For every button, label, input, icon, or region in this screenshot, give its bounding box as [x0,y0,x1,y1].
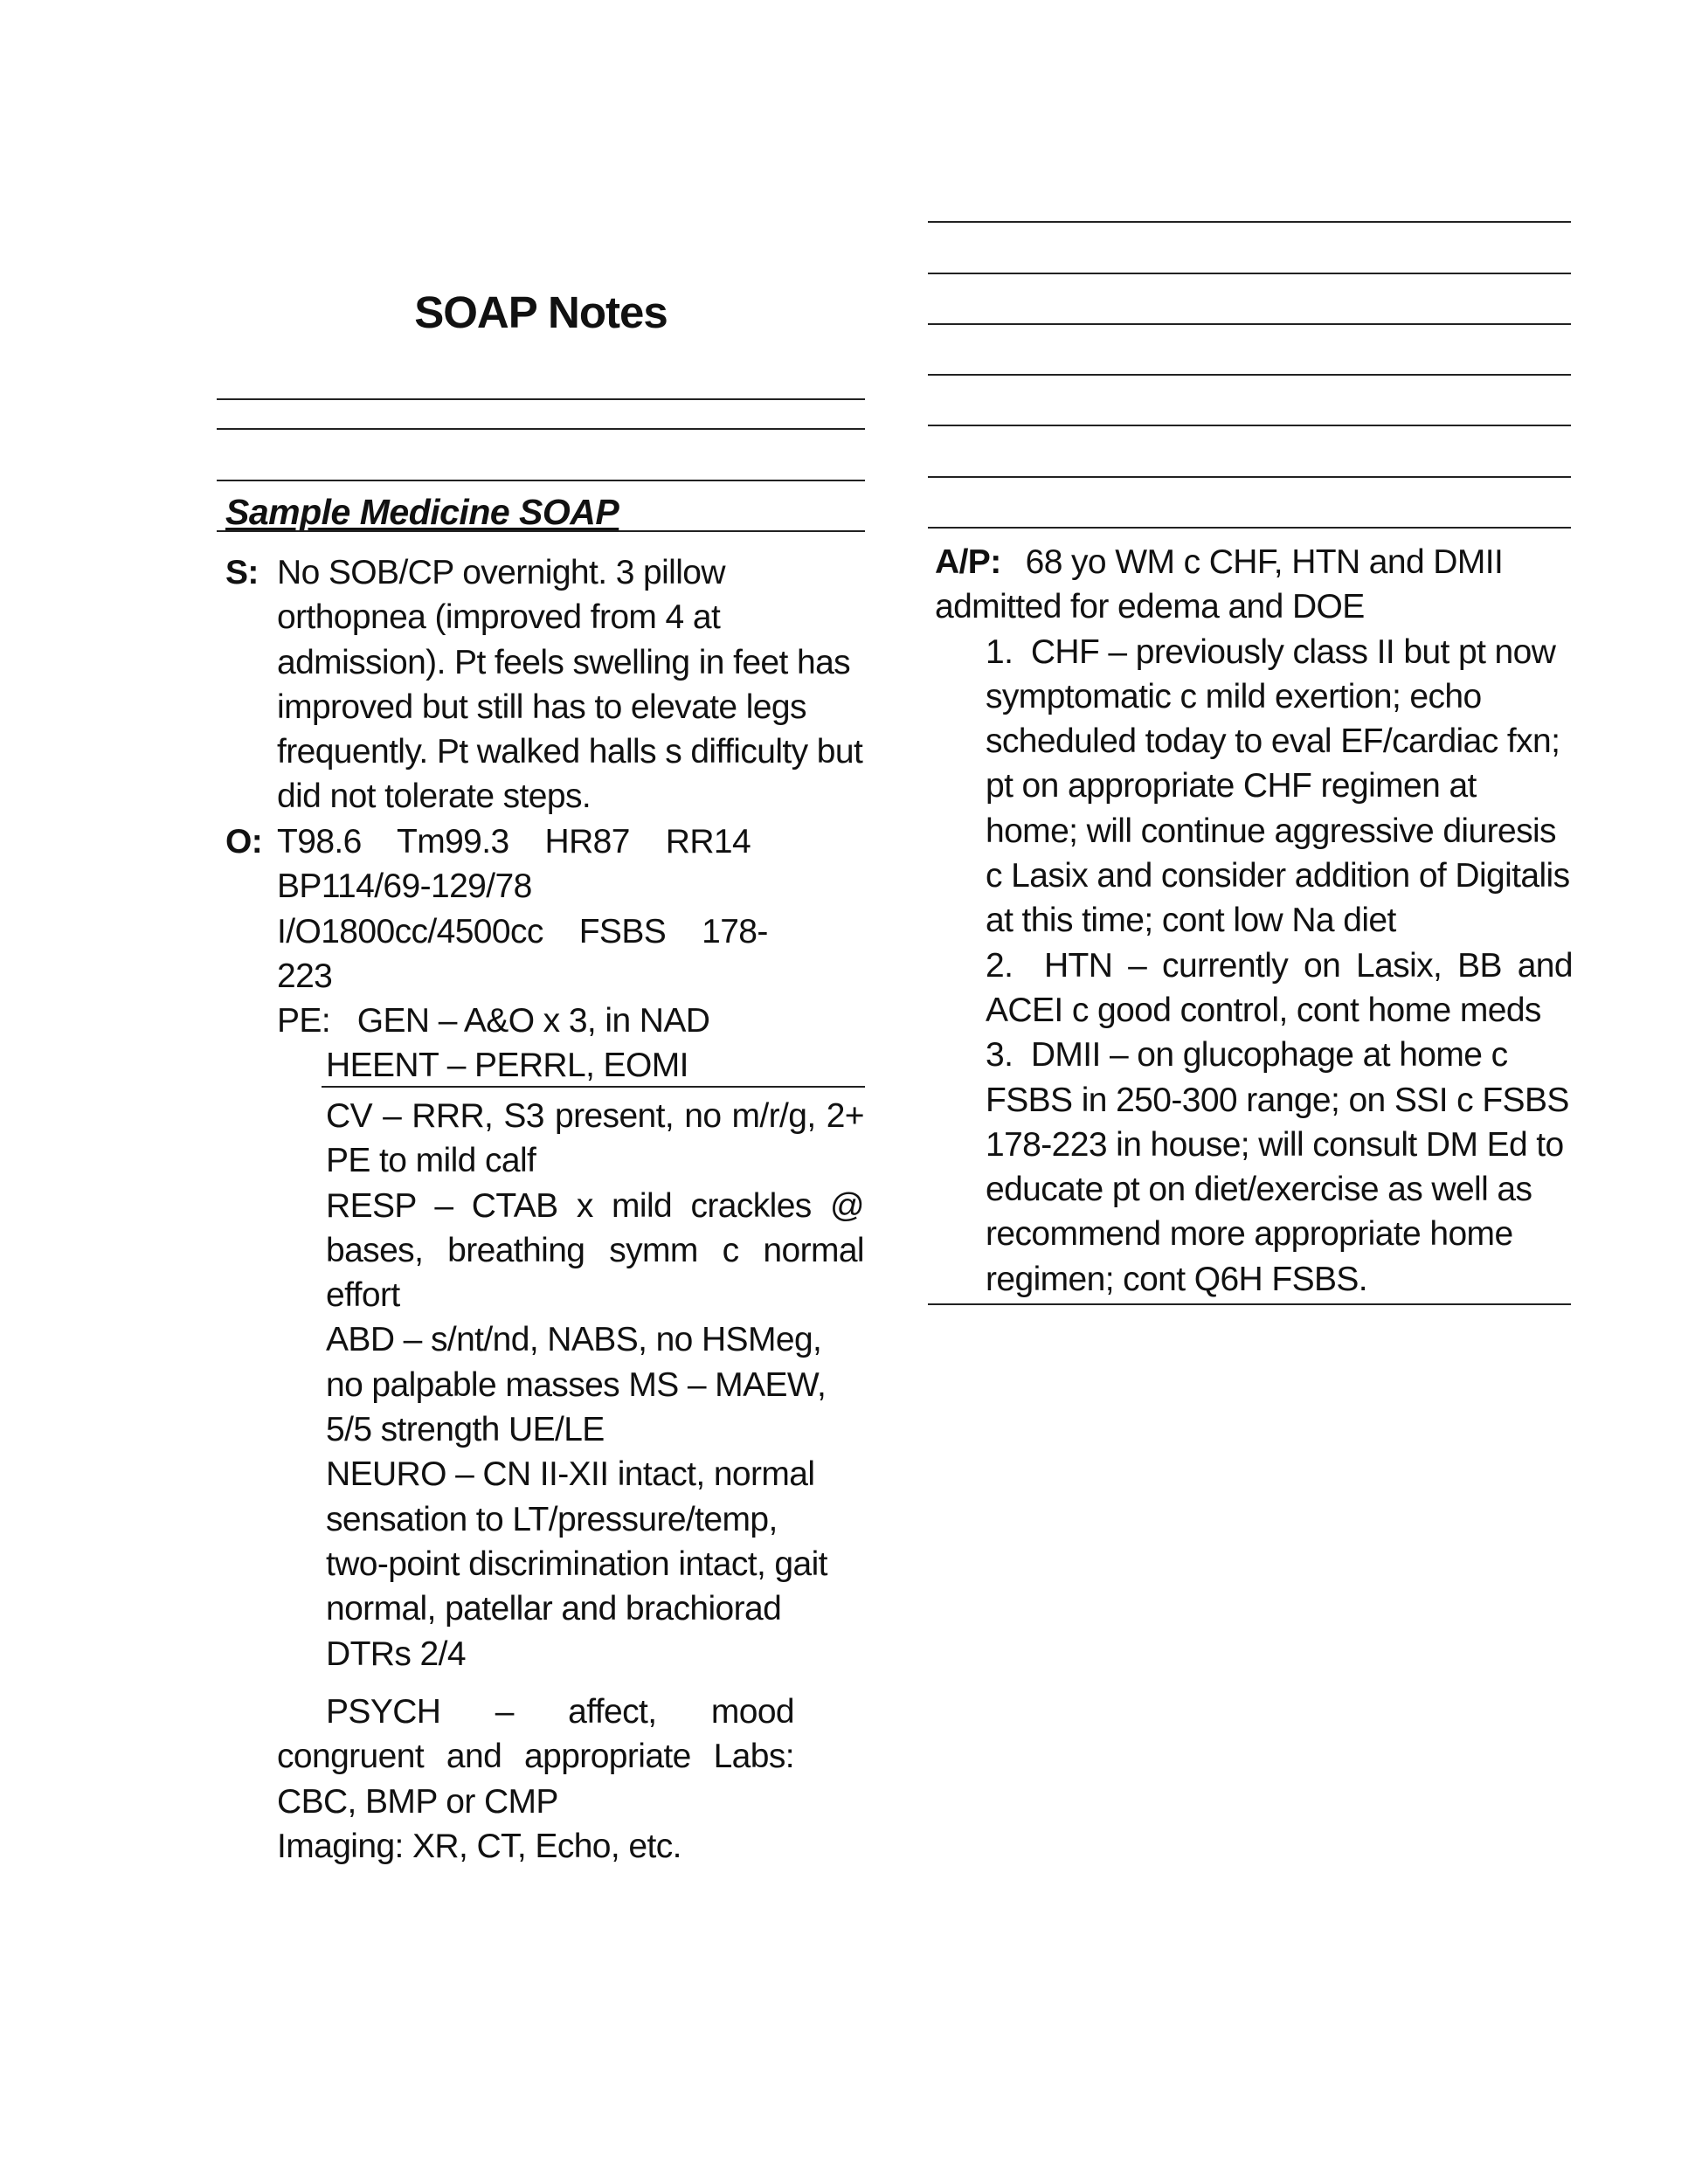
io-line: I/O1800cc/4500cc FSBS 178- [277,912,768,950]
page-title: SOAP Notes [414,287,668,337]
heent-rule [322,1086,865,1088]
ap-item-text: HTN – currently on Lasix, BB and ACEI c good control, cont home meds [986,946,1573,1029]
ap-label: A/P: [935,543,1001,581]
pe-general: PE: GEN – A&O x 3, in NAD [277,1002,710,1040]
ap-end-rule [928,1303,1571,1305]
ap-item-text: CHF – previously class II but pt now symptomatic c mild exertion; echo scheduled today to eval EF/cardiac fxn; pt on appropriate CHF regimen at home; will continue aggressive diuresis c Lasix and consider addition of Digitalis at this time; cont low Na diet [986,632,1570,940]
objective-label: O: [225,823,263,860]
blank-line [928,323,1571,325]
subjective-label: S: [225,554,259,591]
bp-line: BP114/69-129/78 [277,867,532,906]
blank-line [928,221,1571,223]
ap-item-number: 2. [986,946,1013,985]
blank-line [928,273,1571,274]
ap-item [935,1033,1573,1302]
section-title: Sample Medicine SOAP [225,492,619,532]
vitals-line: T98.6 Tm99.3 HR87 RR14 [277,823,751,860]
ap-item [935,630,1573,943]
labs: congruent and appropriate Labs: CBC, BMP or CMP [277,1738,794,1821]
subjective-text: No SOB/CP overnight. 3 pillow orthopnea (improved from 4 at admission). Pt feels swelling in feet has improved but still has to elevate legs frequently. Pt walked halls s difficulty but did not tolerate steps. [277,554,863,816]
pe-neuro: NEURO – CN II-XII intact, normal sensation to LT/pressure/temp, two-point discrimination intact, gait normal, patellar and brachiorad DTRs 2/4 [326,1455,827,1673]
section-underline-rule [217,530,865,532]
blank-line [217,428,865,430]
blank-line [928,476,1571,478]
blank-line [217,398,865,400]
pe-resp: RESP – CTAB x mild crackles @ bases, breathing symm c normal effort [326,1186,864,1315]
blank-line [928,527,1571,529]
imaging: Imaging: XR, CT, Echo, etc. [277,1827,681,1865]
pe-heent: HEENT – PERRL, EOMI [326,1047,688,1084]
ap-item-number: 3. [986,1036,1013,1075]
ap-intro-text: 68 yo WM c CHF, HTN and DMII admitted for edema and DOE [935,543,1504,626]
ap-item-text: DMII – on glucophage at home c FSBS in 250-300 range; on SSI c FSBS 178-223 in house; will consult DM Ed to educate pt on diet/exercise as well as recommend more appropriate home regimen; cont Q6H FSBS. [986,1036,1569,1298]
pe-exam-findings [326,1094,864,1676]
pe-cv: CV – RRR, S3 present, no m/r/g, 2+ PE to mild calf [326,1097,864,1180]
psych-labs-imaging [277,1690,794,1869]
ap-item [935,943,1573,1033]
io-line-cont: 223 [277,957,333,995]
ap-intro [935,540,1573,630]
assessment-plan [935,540,1573,1302]
pe-psych: PSYCH – affect, mood [326,1693,794,1731]
blank-line [928,374,1571,376]
pe-abd: ABD – s/nt/nd, NABS, no HSMeg, no palpable masses MS – MAEW, 5/5 strength UE/LE [326,1321,827,1449]
ap-item-number: 1. [986,632,1013,671]
blank-line [928,425,1571,426]
objective-vitals [277,819,864,999]
blank-line [217,480,865,481]
